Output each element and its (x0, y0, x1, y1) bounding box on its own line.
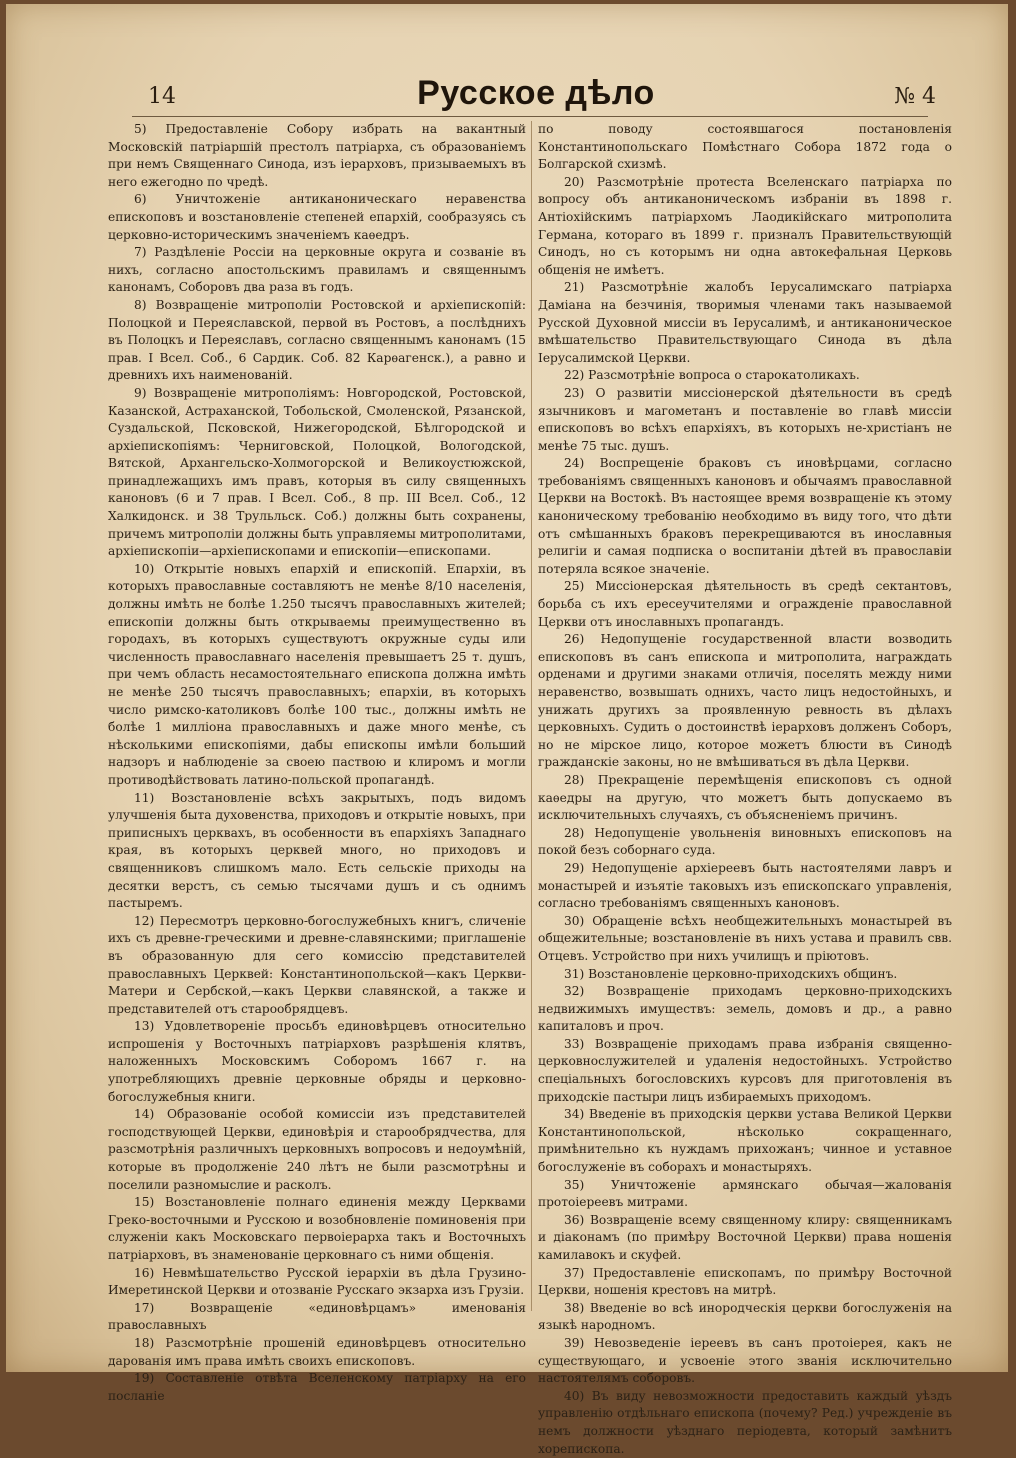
paragraph: 16) Невмѣшательство Русской іерархіи въ дѣла Грузино-Имеретинской Церкви и отозваніе Русскаго экзарха изъ Грузіи. (108, 1265, 526, 1298)
paragraph: 13) Удовлетвореніе просьбъ единовѣрцевъ относительно испрошенія у Восточныхъ патріарховъ разрѣшенія клятвъ, наложенныхъ Московскимъ Соборомъ 1667 г. на употребляющихъ древніе церковные обряды и церковно-богослужебныя книги. (108, 1019, 526, 1104)
paragraph: 6) Уничтоженіе антиканоническаго неравенства епископовъ и возстановленіе степеней епархій, сообразуясь съ церковно-историческимъ значеніемъ каѳедръ. (108, 192, 526, 242)
paragraph: 20) Разсмотрѣніе протеста Вселенскаго патріарха по вопросу объ антиканоническомъ избраніи въ 1898 г. Антіохійскимъ патріархомъ Лаодикійскаго митрополита Германа, котораго въ 1899 г. призналъ Правительствующій Синодъ, но съ которымъ ни одна автокефальная Церковь общенія не имѣетъ. (538, 174, 952, 277)
left-column (108, 121, 526, 1405)
paragraph: 8) Возвращеніе митрополіи Ростовской и архіепископій: Полоцкой и Переяславской, первой въ Ростовъ, а послѣднихъ въ Полоцкъ и Переяславъ, согласно священнымъ канонамъ (15 прав. I Всел. Соб., 6 Сардик. Соб. 82 Карѳагенск.), а равно и древнихъ ихъ наименованій. (108, 297, 526, 383)
paragraph: 30) Обращеніе всѣхъ необщежительныхъ монастырей въ общежительные; возстановленіе въ нихъ устава и правилъ свв. Отцевъ. Устройство при нихъ училищъ и пріютовъ. (538, 913, 952, 963)
paragraph: 33) Возвращеніе приходамъ права избранія священно-церковнослужителей и удаленія недостойныхъ. Устройство спеціальныхъ богословскихъ курсовъ для приготовленія въ приходскіе пастыри лицъ избираемыхъ приходомъ. (538, 1036, 952, 1104)
paragraph: 29) Недопущеніе архіереевъ быть настоятелями лавръ и монастырей и изъятіе таковыхъ изъ епископскаго управленія, согласно требованіямъ священныхъ каноновъ. (538, 860, 952, 911)
paragraph: 26) Недопущеніе государственной власти возводить епископовъ въ санъ епископа и митрополита, награждать орденами и другими знаками отличія, поселять между ними неравенство, возвышать однихъ, часто лицъ недостойныхъ, и унижать другихъ за проявленную ревность въ дѣлахъ церковныхъ. Судить о достоинствѣ іерарховъ долженъ Соборъ, но не мірское лицо, которое можетъ блюсти въ Синодѣ гражданскіе законы, но не вмѣшиваться въ дѣла Церкви. (538, 632, 952, 770)
paragraph: 23) О развитіи миссіонерской дѣятельности въ средѣ язычниковъ и магометанъ и поставленіе во главѣ миссіи епископовъ во всѣхъ епархіяхъ, въ которыхъ не-христіанъ не менѣе 75 тыс. душъ. (538, 385, 952, 453)
paragraph: 37) Предоставленіе епископамъ, по примѣру Восточной Церкви, ношенія крестовъ на митрѣ. (538, 1265, 952, 1298)
paragraph: 12) Пересмотръ церковно-богослужебныхъ книгъ, сличеніе ихъ съ древне-греческими и древне-славянскими; приглашеніе въ образованную для сего комиссію представителей православныхъ Церквей: Константинопольской—какъ Церкви-Матери и Сербской,—какъ Церкви славянской, а также и представителей отъ старообрядцевъ. (108, 913, 526, 1016)
paragraph: 35) Уничтоженіе армянскаго обычая—жалованія протоіереевъ митрами. (538, 1177, 952, 1210)
paragraph: 31) Возстановленіе церковно-приходскихъ общинъ. (564, 966, 898, 981)
paragraph: 14) Образованіе особой комиссіи изъ представителей господствующей Церкви, единовѣрія и старообрядчества, для разсмотрѣнія различныхъ церковныхъ вопросовъ и недоумѣній, которые въ продолженіе 240 лѣтъ не были разсмотрѣны и поселили разномыслие и расколъ. (108, 1107, 526, 1192)
right-column (538, 121, 952, 1458)
paragraph: 40) Въ виду невозможности предоставить каждый уѣздъ управленію отдѣльнаго епископа (почему? Ред.) учрежденіе въ немъ должности уѣзднаго періодевта, который замѣнитъ хорепископа. (538, 1388, 952, 1456)
paragraph: 9) Возвращеніе митрополіямъ: Новгородской, Ростовской, Казанской, Астраханской, Тобольской, Смоленской, Рязанской, Суздальской, Псковской, Нижегородской, Бѣлгородской и архіепископіямъ: Черниговской, Полоцкой, Вологодской, Вятской, Архангельско-Холмогорской и Великоустюжской, принадлежащихъ имъ правъ, которыя въ силу священныхъ каноновъ (6 и 7 прав. I Всел. Соб., 8 пр. III Всел. Соб., 12 Халкидонск. и 38 Трульльск. Соб.) должны быть сохранены, причемъ митрополіи должны быть управляемы митрополитами, архіепископіи—архіепископами и епископіи—епископами. (108, 385, 527, 559)
paragraph: 28) Недопущеніе увольненія виновныхъ епископовъ на покой безъ соборнаго суда. (538, 825, 952, 858)
paragraph: 25) Миссіонерская дѣятельность въ средѣ сектантовъ, борьба съ ихъ ересеучителями и огражденіе православной Церкви отъ инославныхъ пропагандъ. (538, 579, 952, 629)
paragraph: 7) Раздѣленіе Россіи на церковные округа и созваніе въ нихъ, согласно апостольскимъ правиламъ и священнымъ канонамъ, Соборовъ два раза въ годъ. (108, 245, 526, 295)
paragraph: 19) Составленіе отвѣта Вселенскому патріарху на его посланіе (108, 1371, 526, 1403)
paragraph: 24) Воспрещеніе браковъ съ иновѣрцами, согласно требованіямъ священныхъ каноновъ и обычаямъ православной Церкви на Востокѣ. Въ настоящее время возвращеніе къ этому каноническому требованію необходимо въ виду того, что дѣти отъ смѣшанныхъ браковъ перекрещиваются въ инославныя религіи и самая подписка о воспитаніи дѣтей въ православіи потеряла всякое значеніе. (538, 456, 952, 576)
paragraph: 11) Возстановленіе всѣхъ закрытыхъ, подъ видомъ улучшенія быта духовенства, приходовъ и открытіе новыхъ, при приписныхъ церквахъ, въ особенности въ епархіяхъ Западнаго края, въ которыхъ церквей много, но приходовъ и священниковъ слишкомъ мало. Есть сельскіе приходы на десятки верстъ, съ семью тысячами душъ и съ однимъ пастыремъ. (108, 790, 526, 911)
paragraph: 18) Разсмотрѣніе прошеній единовѣрцевъ относительно дарованія имъ права имѣть своихъ епископовъ. (108, 1335, 526, 1368)
paragraph: 28) Прекращеніе перемѣщенія епископовъ съ одной каѳедры на другую, что можетъ быть допускаемо въ исключительныхъ случаяхъ, съ объясненіемъ причинъ. (538, 772, 952, 823)
page-number: 14 (148, 84, 176, 109)
paragraph: 38) Введеніе во всѣ инородческія церкви богослуженія на языкѣ народномъ. (538, 1300, 952, 1333)
issue-number: № 4 (894, 84, 936, 109)
column-divider (531, 121, 532, 1311)
paragraph: по поводу состоявшагося постановленія Константинопольскаго Помѣстнаго Собора 1872 года о Болгарской схизмѣ. (538, 122, 952, 172)
paragraph: 21) Разсмотрѣніе жалобъ Іерусалимскаго патріарха Даміана на безчинія, творимыя членами такъ называемой Русской Духовной миссіи въ Іерусалимѣ, и антиканоническое вмѣшательство Правительствующаго Синода въ дѣла Іерусалимской Церкви. (538, 280, 952, 365)
paragraph: 32) Возвращеніе приходамъ церковно-приходскихъ недвижимыхъ имуществъ: земель, домовъ и др., а равно капиталовъ и проч. (538, 984, 952, 1034)
paragraph: 22) Разсмотрѣніе вопроса о старокатоликахъ. (564, 368, 860, 383)
header-rule (132, 116, 928, 117)
paragraph: 17) Возвращеніе «единовѣрцамъ» именованія православныхъ (108, 1300, 526, 1333)
paragraph: 15) Возстановленіе полнаго единенія между Церквами Греко-восточными и Русскою и возобновленіе поминовенія при служеніи какъ Московскаго первоіерарха такъ и Восточныхъ патріарховъ, въ знаменованіе церковнаго съ ними общенія. (108, 1195, 526, 1262)
paragraph: 10) Открытіе новыхъ епархій и епископій. Епархіи, въ которыхъ православные составляютъ не менѣе 8/10 населенія, должны имѣть не болѣе 1.250 тысячъ православныхъ жителей; епископіи должны быть открываемы преимущественно въ городахъ, въ которыхъ существуютъ окружные суды или численность православнаго населенія превышаетъ 25 т. душъ, при чемъ область несамостоятельнаго епископа должна имѣть не менѣе 250 тысячъ православныхъ; епархіи, въ которыхъ число римско-католиковъ болѣе 100 тыс., должны имѣть не болѣе 1 милліона православныхъ и даже много менѣе, съ нѣсколькими епископіями, дабы епископы имѣли больший надзоръ и наблюденіе за своею паствою и клиромъ и могли противодѣйствовать латино-польской пропагандѣ. (108, 561, 526, 787)
masthead-title: Русское дѣло (417, 74, 655, 112)
paragraph: 36) Возвращеніе всему священному клиру: священникамъ и діаконамъ (по примѣру Восточной Церкви) права ношенія камилавокъ и скуфей. (538, 1212, 952, 1262)
paragraph: 34) Введеніе въ приходскія церкви устава Великой Церкви Константинопольской, нѣсколько сокращеннаго, примѣнительно къ нуждамъ прихожанъ; чинное и уставное богослуженіе въ соборахъ и монастыряхъ. (538, 1107, 952, 1175)
paragraph: 5) Предоставленіе Собору избрать на вакантный Московскій патріаршій престолъ патріарха, съ образованіемъ при немъ Священнаго Синода, изъ іерарховъ, призываемыхъ въ него ежегодно по чредѣ. (108, 122, 526, 189)
paragraph: 39) Невозведеніе іереевъ въ санъ протоіерея, какъ не существующаго, и усвоеніе этого званія исключительно настоятелямъ соборовъ. (538, 1335, 952, 1386)
